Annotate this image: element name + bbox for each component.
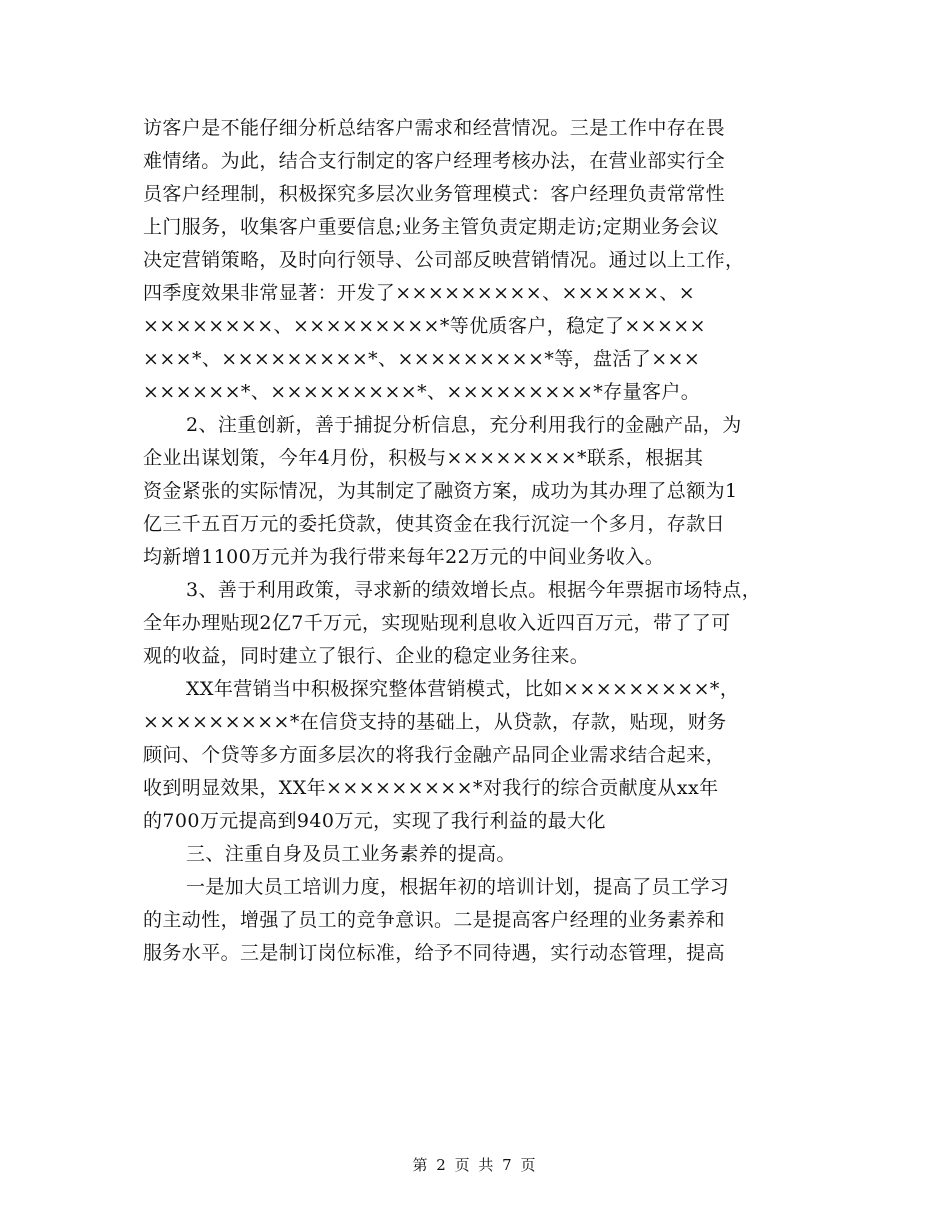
body-text-line: 亿三千五百万元的委托贷款，使其资金在我行沉淀一个多月，存款日: [143, 513, 726, 535]
body-text-line: 四季度效果非常显著：开发了×××××××××、××××××、×: [143, 282, 696, 304]
body-text-line: 的主动性，增强了员工的竞争意识。二是提高客户经理的业务素养和: [143, 909, 726, 931]
body-text-line: ××××××××、×××××××××*等优质客户，稳定了×××××: [143, 315, 706, 337]
paragraph-first-line: 一是加大员工培训力度，根据年初的培训计划，提高了员工学习: [186, 876, 730, 898]
section-heading: 三、注重自身及员工业务素养的提高。: [186, 843, 516, 865]
body-text-line: ××××××*、×××××××××*、×××××××××*存量客户。: [143, 381, 701, 403]
body-text-line: 决定营销策略，及时向行领导、公司部反映营销情况。通过以上工作，: [143, 249, 745, 271]
body-text-line: ×××××××××*在信贷支持的基础上，从贷款，存款，贴现，财务: [143, 711, 727, 733]
paragraph-first-line: 2、注重创新，善于捕捉分析信息，充分利用我行的金融产品，为: [186, 414, 742, 436]
page-number-footer: 第 2 页 共 7 页: [412, 1156, 538, 1174]
body-text-line: 员客户经理制，积极探究多层次业务管理模式：客户经理负责常常性: [143, 183, 726, 205]
paragraph-first-line: 3、善于利用政策，寻求新的绩效增长点。根据今年票据市场特点，: [186, 579, 762, 601]
body-text-line: 访客户是不能仔细分析总结客户需求和经营情况。三是工作中存在畏: [143, 117, 726, 139]
body-text-line: 服务水平。三是制订岗位标准，给予不同待遇，实行动态管理，提高: [143, 942, 726, 964]
body-text-line: 全年办理贴现2亿7千万元，实现贴现利息收入近四百万元，带了了可: [143, 612, 731, 634]
body-text-line: 难情绪。为此，结合支行制定的客户经理考核办法，在营业部实行全: [143, 150, 726, 172]
body-text-line: 收到明显效果，XX年×××××××××*对我行的综合贡献度从xx年: [143, 777, 719, 799]
body-text-line: 均新增1100万元并为我行带来每年22万元的中间业务收入。: [143, 546, 665, 568]
body-text-line: 观的收益，同时建立了银行、企业的稳定业务往来。: [143, 645, 590, 667]
body-text-line: 顾问、个贷等多方面多层次的将我行金融产品同企业需求结合起来，: [143, 744, 726, 766]
body-text-line: 企业出谋划策，今年4月份，积极与××××××××*联系，根据其: [143, 447, 704, 469]
paragraph-first-line: XX年营销当中积极探究整体营销模式，比如×××××××××*，: [186, 678, 740, 700]
body-text-line: 资金紧张的实际情况，为其制定了融资方案，成功为其办理了总额为1: [143, 480, 738, 502]
body-text-line: 的700万元提高到940万元，实现了我行利益的最大化: [143, 810, 606, 832]
body-text-line: 上门服务，收集客户重要信息;业务主管负责定期走访;定期业务会议: [143, 216, 720, 238]
body-text-line: ×××*、×××××××××*、×××××××××*等，盘活了×××: [143, 348, 701, 370]
